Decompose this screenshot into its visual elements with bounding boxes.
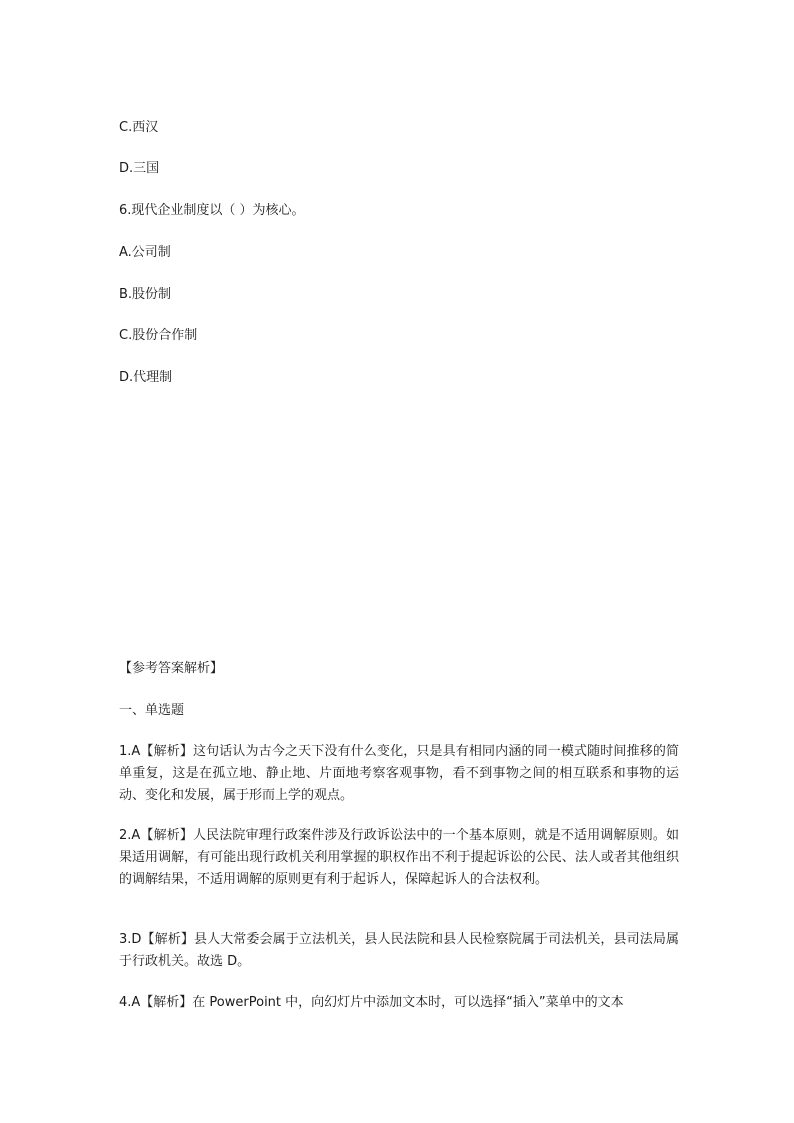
option-q5-d: D.三国 bbox=[119, 161, 160, 176]
answers-title: 【参考答案解析】 bbox=[119, 661, 224, 676]
option-q6-b: B.股份制 bbox=[119, 287, 172, 302]
answer-item-3: 3.D【解析】县人大常委会属于立法机关，县人民法院和县人民检察院属于司法机关，县司法局属于行政机关。故选 D。 bbox=[119, 932, 679, 969]
answer-item-2: 2.A【解析】人民法院审理行政案件涉及行政诉讼法中的一个基本原则，就是不适用调解原则。如果适用调解，有可能出现行政机关利用掌握的职权作出不利于提起诉讼的公民、法人或者其他组织的调解结果，不适用调解的原则更有利于起诉人，保障起诉人的合法权利。 bbox=[119, 828, 679, 887]
option-q5-c: C.西汉 bbox=[119, 120, 159, 135]
answer-item-1: 1.A【解析】这句话认为古今之天下没有什么变化，只是具有相同内涵的同一模式随时间推移的简单重复，这是在孤立地、静止地、片面地考察客观事物，看不到事物之间的相互联系和事物的运动、变化和发展，属于形而上学的观点。 bbox=[119, 744, 679, 803]
option-q6-a: A.公司制 bbox=[119, 245, 171, 260]
answers-section-heading: 一、单选题 bbox=[119, 703, 185, 718]
question-6-stem: 6.现代企业制度以（ ）为核心。 bbox=[119, 203, 305, 218]
answer-item-4: 4.A【解析】在 PowerPoint 中，向幻灯片中添加文本时，可以选择“插入”菜单中的文本 bbox=[119, 995, 624, 1010]
option-q6-c: C.股份合作制 bbox=[119, 328, 198, 343]
option-q6-d: D.代理制 bbox=[119, 370, 173, 385]
